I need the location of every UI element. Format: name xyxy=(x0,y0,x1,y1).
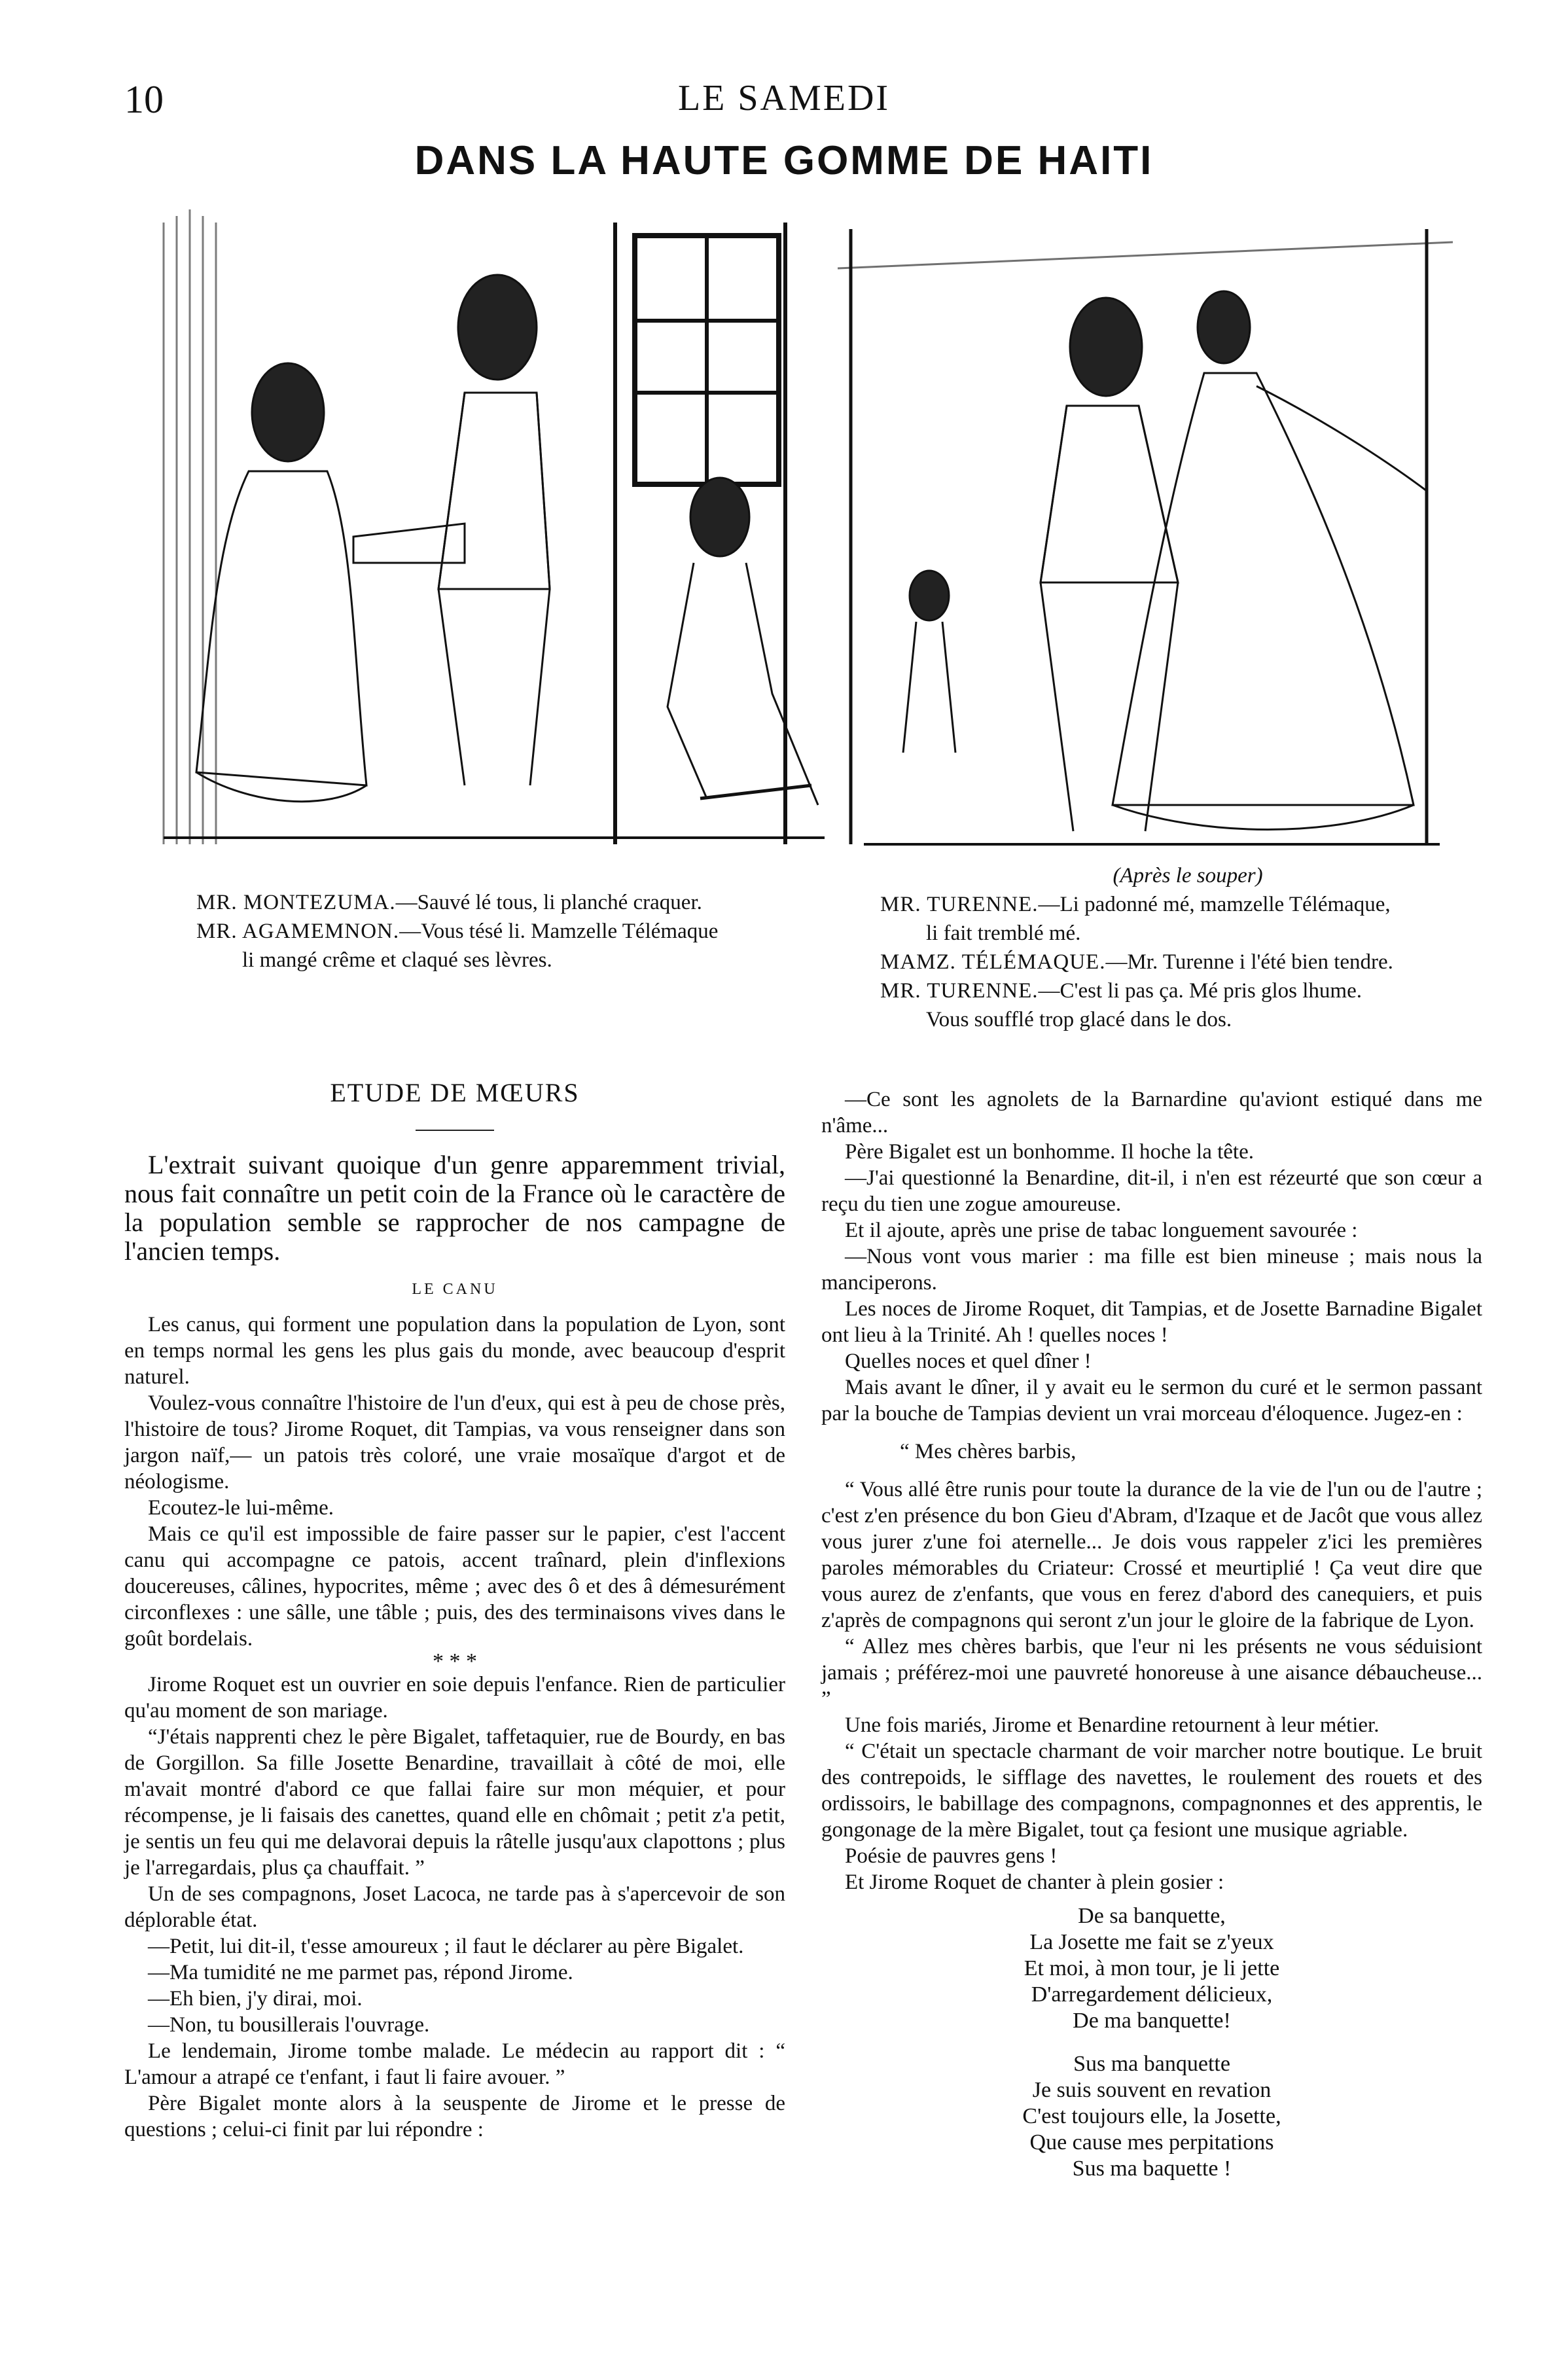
paragraph: —Ma tumidité ne me parmet pas, répond Jirome. xyxy=(148,1961,573,1984)
cartoon-right-illustration xyxy=(838,216,1453,857)
caption-text: —Sauvé lé tous, li planché craquer. xyxy=(395,891,702,914)
poem-line: Je suis souvent en revation xyxy=(1032,2078,1272,2102)
caption-text: —Mr. Turenne i l'été bien tendre. xyxy=(1105,950,1393,974)
speaker: MR. TURENNE. xyxy=(880,893,1039,916)
caption-left xyxy=(196,888,825,975)
caption-text: —C'est li pas ça. Mé pris glos lhume. xyxy=(1038,979,1362,1003)
article-column-right xyxy=(821,1086,1482,2182)
poem-line: D'arregardement délicieux, xyxy=(1031,1982,1273,2007)
paragraph: Quelles noces et quel dîner ! xyxy=(845,1350,1092,1373)
paragraph: —Nous vont vous marier : ma fille est bien mineuse ; mais nous la manciperons. xyxy=(821,1245,1482,1295)
paragraph: —Ce sont les agnolets de la Barnardine qu'aviont estiqué dans me n'âme... xyxy=(821,1088,1482,1137)
article-lead: L'extrait suivant quoique d'un genre apparemment trivial, nous fait connaître un petit coin de la France où le caractère de la population semble se rapprocher de nos campagne de l'ancien temps. xyxy=(124,1150,785,1266)
caption-heading: (Après le souper) xyxy=(1113,864,1263,887)
paragraph: —Non, tu bousillerais l'ouvrage. xyxy=(148,2013,430,2037)
paragraph: Jirome Roquet est un ouvrier en soie depuis l'enfance. Rien de particulier qu'au moment de son mariage. xyxy=(124,1673,785,1723)
paragraph: “ C'était un spectacle charmant de voir marcher notre boutique. Le bruit des contrepoids, le sifflage des navettes, le roulement des rouets et des ordissoirs, le babillage des compagnons, compagnonnes et des apprentis, le gongonage de la mère Bigalet, tout ça fesiont une musique agriable. xyxy=(821,1740,1482,1842)
paragraph: Père Bigalet monte alors à la seuspente de Jirome et le presse de questions ; celui-ci finit par lui répondre : xyxy=(124,2092,785,2141)
caption-text: li fait tremblé mé. xyxy=(926,921,1081,945)
article-column-left xyxy=(124,1080,785,2143)
speech-salutation: “ Mes chères barbis, xyxy=(900,1440,1077,1463)
running-title: LE SAMEDI xyxy=(677,78,891,118)
poem-line: La Josette me fait se z'yeux xyxy=(1029,1930,1274,1954)
paragraph: Voulez-vous connaître l'histoire de l'un d'eux, qui est à peu de chose près, l'histoire de tous? Jirome Roquet, dit Tampias, va vous renseigner dans son jargon naïf,— un patois très coloré, une vraie mosaïque d'argot et de néologisme. xyxy=(124,1391,785,1494)
poem-line: De sa banquette, xyxy=(1078,1904,1226,1928)
paragraph: Une fois mariés, Jirome et Benardine retournent à leur métier. xyxy=(845,1713,1380,1737)
speaker: MR. TURENNE. xyxy=(880,979,1039,1003)
article-subhead: LE CANU xyxy=(412,1281,498,1298)
paragraph: “ Allez mes chères barbis, que l'eur ni les présents ne vous séduisiont jamais ; préférez-moi une pauvreté honoreuse à une aisance débaucheuse... ” xyxy=(821,1635,1482,1711)
paragraph: —J'ai questionné la Benardine, dit-il, i n'en est rézeurté que son cœur a reçu du tien une zogue amoureuse. xyxy=(821,1166,1482,1216)
speaker: MR. AGAMEMNON. xyxy=(196,920,400,943)
poem-line: C'est toujours elle, la Josette, xyxy=(1022,2104,1281,2128)
paragraph: “J'étais napprenti chez le père Bigalet, taffetaquier, rue de Bourdy, en bas de Gorgillon. Sa fille Josette Benardine, travaillait à côté de moi, elle m'avait montré d'abord ce que fallai faire sur mon méquier, et pour récompense, je li faisais des canettes, quand elle en chômait ; petit z'a petit, je sentis un feu qui me delavorai depuis la râtelle jusqu'aux clapottons ; plus je l'arregardais, plus ça chauffait. ” xyxy=(124,1725,785,1880)
poem-line: Sus ma banquette xyxy=(1073,2052,1230,2076)
caption-text: Vous soufflé trop glacé dans le dos. xyxy=(926,1008,1232,1031)
paragraph: Père Bigalet est un bonhomme. Il hoche la tête. xyxy=(845,1140,1254,1164)
paragraph: Les canus, qui forment une population dans la population de Lyon, sont en temps normal les gens les plus gais du monde, avec beaucoup d'esprit naturel. xyxy=(124,1313,785,1389)
paragraph: —Petit, lui dit-il, t'esse amoureux ; il faut le déclarer au père Bigalet. xyxy=(148,1935,744,1958)
paragraph: Un de ses compagnons, Joset Lacoca, ne tarde pas à s'apercevoir de son déplorable état. xyxy=(124,1882,785,1932)
poem-stanza xyxy=(821,2051,1482,2182)
paragraph: Poésie de pauvres gens ! xyxy=(845,1844,1058,1868)
poem-line: De ma banquette! xyxy=(1073,2009,1231,2033)
cartoon-left-illustration xyxy=(157,196,831,857)
speaker: MR. MONTEZUMA. xyxy=(196,891,396,914)
paragraph: —Eh bien, j'y dirai, moi. xyxy=(148,1987,363,2011)
paragraph: Mais ce qu'il est impossible de faire passer sur le papier, c'est l'accent canu qui accompagne ce patois, accent traînard, plein d'inflexions doucereuses, câlines, hypocrites, même ; avec des ô et des â démesurément circonflexes : une sâlle, une tâble ; puis, des des terminaisons vives dans le goût bordelais. xyxy=(124,1522,785,1651)
paragraph: Mais avant le dîner, il y avait eu le sermon du curé et le sermon passant par la bouche de Tampias devient un vrai morceau d'éloquence. Jugez-en : xyxy=(821,1376,1482,1425)
page-number: 10 xyxy=(124,78,164,121)
headline: DANS LA HAUTE GOMME DE HAITI xyxy=(414,138,1154,183)
paragraph: Les noces de Jirome Roquet, dit Tampias, et de Josette Barnadine Bigalet ont lieu à la Trinité. Ah ! quelles noces ! xyxy=(821,1297,1482,1347)
caption-text: li mangé crême et claqué ses lèvres. xyxy=(242,948,552,972)
caption-right xyxy=(880,861,1495,1034)
paragraph: Et Jirome Roquet de chanter à plein gosier : xyxy=(845,1870,1224,1894)
caption-text: —Vous tésé li. Mamzelle Télémaque xyxy=(399,920,719,943)
title-rule xyxy=(416,1130,494,1131)
paragraph: Et il ajoute, après une prise de tabac longuement savourée : xyxy=(845,1219,1358,1242)
poem-line: Que cause mes perpitations xyxy=(1029,2130,1274,2155)
article-title: ETUDE DE MŒURS xyxy=(330,1078,580,1107)
paragraph: “ Vous allé être runis pour toute la durance de la vie de l'un ou de l'autre ; c'est z'en présence du bon Gieu d'Abram, d'Izaque et de Jacôt que vous allez vous jurer z'une foi aternelle... Je dois vous rappeler z'ici les premières paroles mémorables du Criateur: Crossé et meurtiplié ! Ça veut dire que vous aurez de z'enfants, que vous en ferez d'abord des canequiers, et puis z'après de compagnons qui seront z'un jour le gloire de la fabrique de Lyon. xyxy=(821,1478,1482,1632)
paragraph: Ecoutez-le lui-même. xyxy=(148,1496,334,1520)
poem-stanza xyxy=(821,1903,1482,2034)
paragraph: Le lendemain, Jirome tombe malade. Le médecin au rapport dit : “ L'amour a atrapé ce t'enfant, i faut li faire avouer. ” xyxy=(124,2039,785,2089)
speaker: MAMZ. TÉLÉMAQUE. xyxy=(880,950,1106,974)
section-separator: * * * xyxy=(433,1649,477,1673)
poem-line: Et moi, à mon tour, je li jette xyxy=(1024,1956,1280,1980)
poem-line: Sus ma baquette ! xyxy=(1072,2156,1232,2181)
caption-text: —Li padonné mé, mamzelle Télémaque, xyxy=(1038,893,1391,916)
